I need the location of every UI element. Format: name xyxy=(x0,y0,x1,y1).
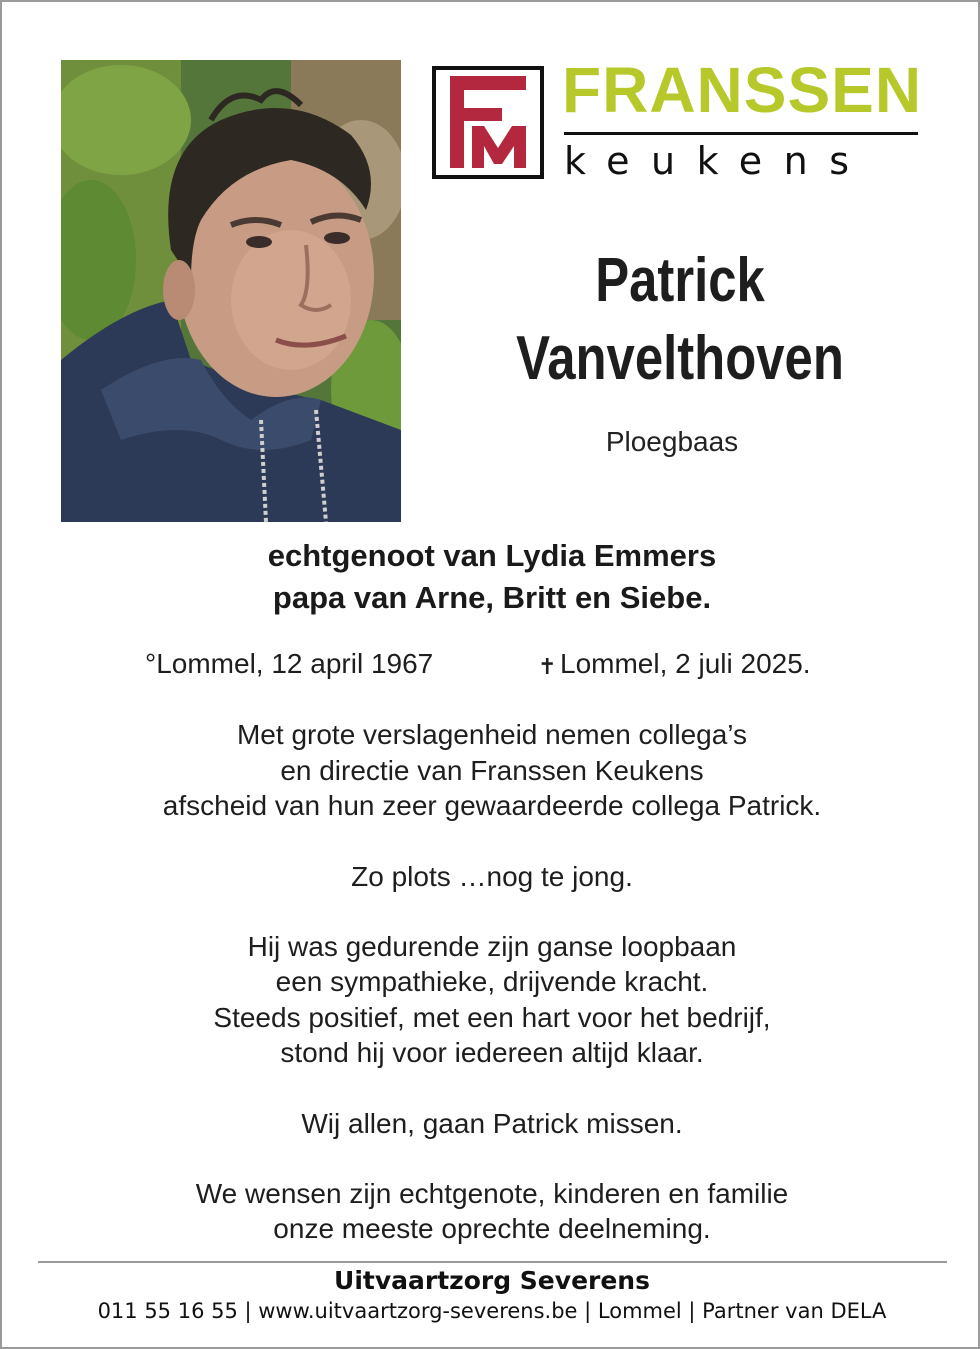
relation-spouse: echtgenoot van Lydia Emmers xyxy=(267,538,717,573)
relation-children: papa van Arne, Britt en Siebe. xyxy=(272,580,712,615)
message-line: Met grote verslagenheid nemen collega’s xyxy=(236,719,747,750)
birth-date: °Lommel, 12 april 1967 xyxy=(145,648,434,679)
message-line: Hij was gedurende zijn ganse loopbaan xyxy=(247,931,737,962)
cross-icon: ✝ xyxy=(538,654,557,679)
footer-divider xyxy=(38,1261,947,1263)
message-line: een sympathieke, drijvende kracht. xyxy=(275,966,709,997)
message-line: We wensen zijn echtgenote, kinderen en familie xyxy=(195,1178,789,1209)
logo-brand-text: FRANSSEN xyxy=(562,54,923,126)
logo-divider xyxy=(564,132,918,135)
message-line: Zo plots …nog te jong. xyxy=(351,861,633,892)
franssen-keukens-logo xyxy=(432,54,923,187)
portrait-photo xyxy=(61,60,401,522)
job-title: Ploegbaas xyxy=(605,426,739,457)
message-line: onze meeste oprechte deelneming. xyxy=(273,1213,711,1244)
fm-logo-mark xyxy=(432,66,544,179)
message-line: afscheid van hun zeer gewaardeerde collega Patrick. xyxy=(162,790,822,821)
message-line: Wij allen, gaan Patrick missen. xyxy=(301,1108,683,1139)
message-line: Steeds positief, met een hart voor het bedrijf, xyxy=(213,1002,771,1033)
logo-subtitle: keukens xyxy=(564,139,871,183)
funeral-home-name: Uitvaartzorg Severens xyxy=(334,1266,650,1295)
message-line: en directie van Franssen Keukens xyxy=(280,755,704,786)
message-line: stond hij voor iedereen altijd klaar. xyxy=(280,1037,704,1068)
first-name: Patrick xyxy=(595,246,765,315)
funeral-home-contact: 011 55 16 55 | www.uitvaartzorg-severens.be | Lommel | Partner van DELA xyxy=(97,1299,887,1323)
last-name: Vanvelthoven xyxy=(516,324,844,393)
death-date: Lommel, 2 juli 2025. xyxy=(560,648,811,679)
